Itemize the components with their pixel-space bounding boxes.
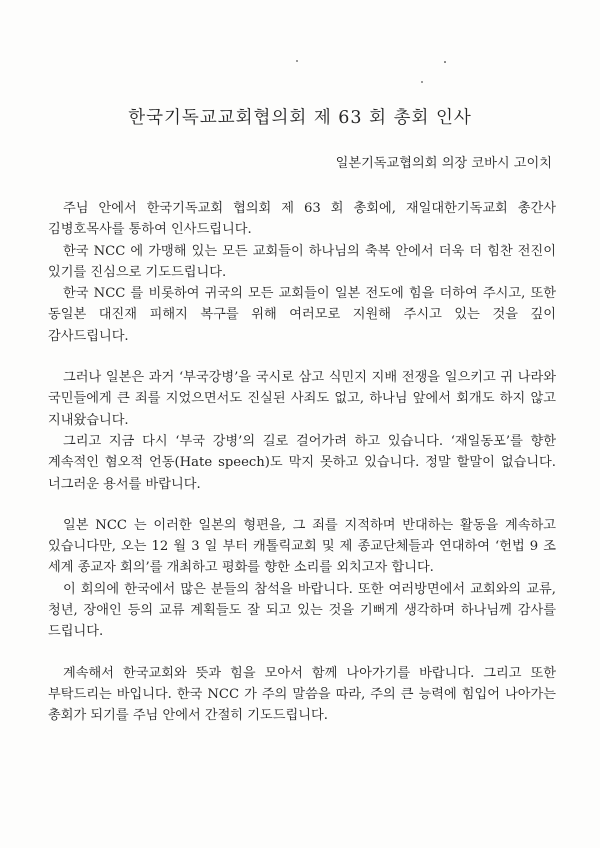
paragraph: 일본 NCC 는 이러한 일본의 형편을, 그 죄를 지적하며 반대하는 활동을 계속하고 있습니다만, 오는 12 월 3 일 부터 캐톨릭교회 및 제 종교단체들과 연대하여 ‘헌법 9 조 세계 종교자 회의’를 개최하고 평화를 향한 소리를 외치고자 합니다. [48, 517, 556, 576]
letter-body [48, 198, 556, 747]
paragraph: 한국 NCC 를 비롯하여 귀국의 모든 교회들이 일본 전도에 힘을 더하여 주시고, 또한 동일본 대진재 피해지 복구를 위해 여러모로 지원해 주시고 있는 것을 깊이 감사드립니다. [48, 286, 556, 344]
paragraph: 계속해서 한국교회와 뜻과 힘을 모아서 함께 나아가기를 바랍니다. 그리고 또한 부탁드리는 바입니다. 한국 NCC 가 주의 말씀을 따라, 주의 큰 능력에 힘입어 나아가는 총회가 되기를 주님 안에서 간절히 기도드립니다. [48, 665, 556, 724]
paragraph: 그러나 일본은 과거 ‘부국강병’을 국시로 삼고 식민지 지배 전쟁을 일으키고 귀 나라와 국민들에게 큰 죄를 지었으면서도 진실된 사죄도 없고, 하나님 앞에서 회개도 하지 않고 지내왔습니다. [48, 370, 556, 428]
paragraph-group [48, 663, 556, 727]
paragraph-group [48, 198, 556, 347]
scan-speck [296, 60, 298, 62]
author-line: 일본기독교협의회 의장 코바시 고이치 [335, 156, 552, 171]
paragraph: 주님 안에서 한국기독교회 협의회 제 63 회 총회에, 재일대한기독교회 총간사 김병호목사를 통하여 인사드립니다. [48, 201, 556, 238]
paragraph-group [48, 367, 556, 495]
scan-speck [444, 61, 446, 63]
document-title: 한국기독교교회협의회 제 63 회 총회 인사 [128, 108, 472, 128]
paragraph-group [48, 515, 556, 643]
scan-speck [421, 81, 423, 83]
paragraph: 한국 NCC 에 가맹해 있는 모든 교회들이 하나님의 축복 안에서 더욱 더 힘찬 전진이 있기를 진심으로 기도드립니다. [48, 243, 556, 280]
paragraph: 그리고 지금 다시 ‘부국 강병’의 길로 걸어가려 하고 있습니다. ‘재일동포’를 향한 계속적인 혐오적 언동(Hate speech)도 막지 못하고 있습니다. 정말 할말이 없습니다. 너그러운 용서를 바랍니다. [48, 433, 556, 492]
paragraph: 이 회의에 한국에서 많은 분들의 참석을 바랍니다. 또한 여러방면에서 교회와의 교류, 청년, 장애인 등의 교류 계획들도 잘 되고 있는 것을 기뻐게 생각하며 하나님께 감사를 드립니다. [48, 581, 556, 640]
